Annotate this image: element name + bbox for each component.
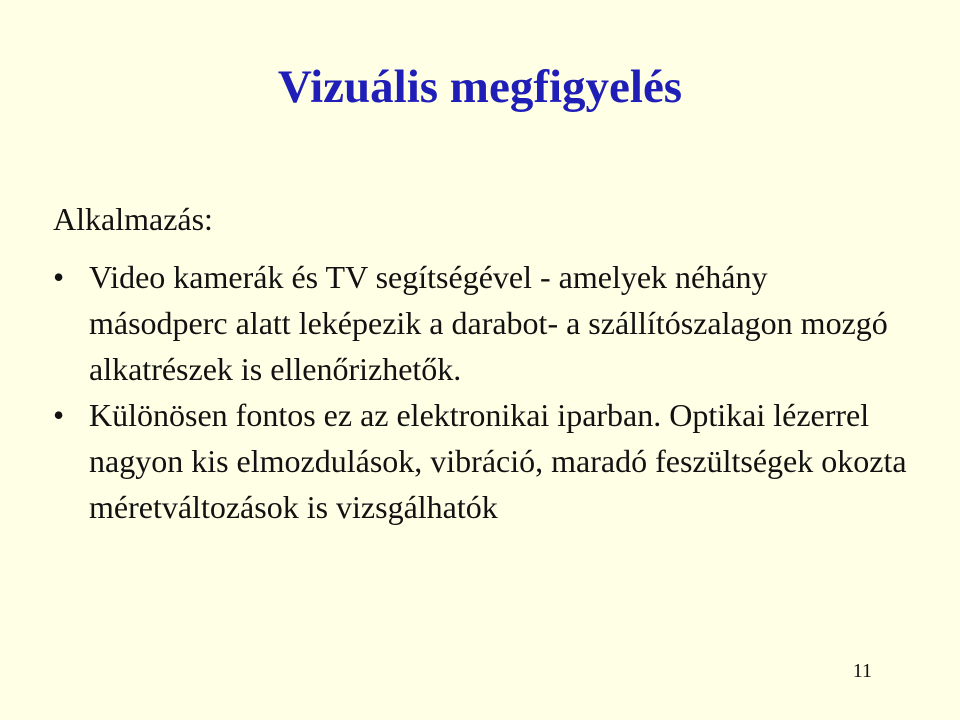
application-heading: Alkalmazás: bbox=[53, 201, 213, 237]
bullet-item-electronics bbox=[53, 392, 913, 530]
page-number: 11 bbox=[852, 660, 872, 682]
bullet-item-video bbox=[53, 254, 913, 392]
bullet-icon: • bbox=[53, 259, 65, 295]
bullet-text: Különösen fontos ez az elektronikai iparban. Optikai lézerrel nagyon kis elmozdulások, vibráció, maradó feszültségek okozta méretváltozások is vizsgálhatók bbox=[89, 397, 907, 525]
slide-content bbox=[53, 196, 913, 530]
bullet-icon: • bbox=[53, 397, 65, 433]
bullet-text: Video kamerák és TV segítségével - amelyek néhány másodperc alatt leképezik a darabot- a szállítószalagon mozgó alkatrészek is ellenőrizhetők. bbox=[89, 259, 888, 387]
slide-title: Vizuális megfigyelés bbox=[277, 61, 683, 113]
